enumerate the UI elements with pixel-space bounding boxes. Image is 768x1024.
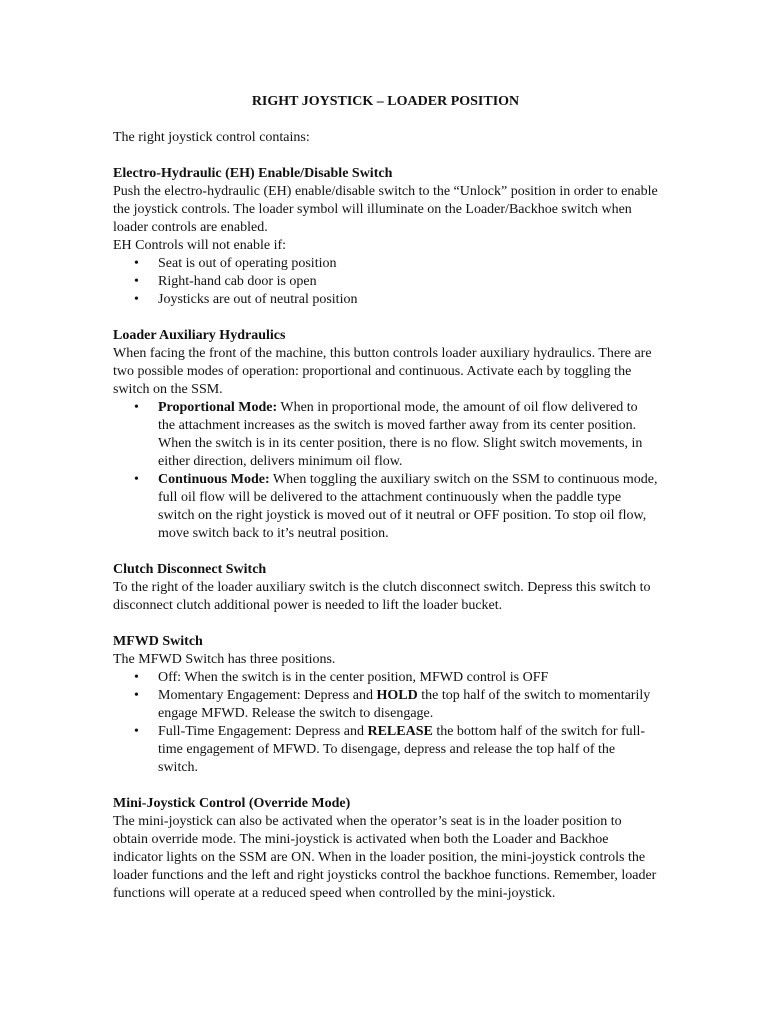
list-item-label: Proportional Mode: (158, 400, 278, 415)
bullet-icon: • (134, 292, 139, 307)
bullet-list (113, 399, 658, 543)
section-paragraph: The MFWD Switch has three positions. (113, 652, 336, 667)
list-item (113, 291, 658, 309)
bullet-icon: • (134, 400, 139, 415)
list-item-text: When in proportional mode, the amount of oil flow delivered to the attachment increases as the switch is moved farther away from its center position. When the switch is in its center position, there is no flow. Slight switch movements, in either direction, delivers minimum oil flow. (158, 400, 643, 469)
intro-text: The right joystick control contains: (113, 130, 310, 145)
list-item (113, 723, 658, 777)
bullet-icon: • (134, 472, 139, 487)
bullet-list (113, 255, 658, 309)
document-page (113, 93, 658, 921)
list-item (113, 471, 658, 543)
list-item-text: the top half of the switch to momentarily engage MFWD. Release the switch to disengage. (158, 688, 651, 721)
section-loader-aux (113, 327, 658, 543)
section-mini-joystick (113, 795, 658, 903)
section-mfwd (113, 633, 658, 777)
list-item-text: Joysticks are out of neutral position (158, 292, 358, 307)
bullet-icon: • (134, 724, 139, 739)
list-item-text: the bottom half of the switch for full-time engagement of MFWD. To disengage, depress and release the top half of the switch. (158, 724, 646, 775)
list-item (113, 687, 658, 723)
list-item-text: Seat is out of operating position (158, 256, 337, 271)
section-heading: MFWD Switch (113, 634, 203, 649)
page-title: RIGHT JOYSTICK – LOADER POSITION (251, 94, 520, 109)
section-heading: Mini-Joystick Control (Override Mode) (113, 796, 351, 811)
list-item-text: Right-hand cab door is open (158, 274, 317, 289)
list-item-text: Off: When the switch is in the center position, MFWD control is OFF (158, 670, 549, 685)
bullet-icon: • (134, 688, 139, 703)
list-item-emphasis: HOLD (376, 688, 418, 703)
list-item-text: Momentary Engagement: Depress and (158, 688, 377, 703)
section-heading: Loader Auxiliary Hydraulics (113, 328, 286, 343)
list-item-text: Full-Time Engagement: Depress and (158, 724, 368, 739)
section-paragraph: EH Controls will not enable if: (113, 238, 287, 253)
section-eh-switch (113, 165, 658, 309)
section-paragraph: Push the electro-hydraulic (EH) enable/disable switch to the “Unlock” position in order to enable the joystick controls. The loader symbol will illuminate on the Loader/Backhoe switch when loader controls are enabled. (113, 184, 658, 235)
list-item-emphasis: RELEASE (367, 724, 433, 739)
section-paragraph: When facing the front of the machine, this button controls loader auxiliary hydraulics. There are two possible modes of operation: proportional and continuous. Activate each by toggling the switch on the SSM. (113, 346, 652, 397)
section-heading: Electro-Hydraulic (EH) Enable/Disable Switch (113, 166, 393, 181)
section-heading: Clutch Disconnect Switch (113, 562, 267, 577)
bullet-icon: • (134, 274, 139, 289)
list-item (113, 255, 658, 273)
bullet-icon: • (134, 256, 139, 271)
bullet-icon: • (134, 670, 139, 685)
section-clutch-disconnect (113, 561, 658, 615)
list-item (113, 399, 658, 471)
bullet-list (113, 669, 658, 777)
section-paragraph: To the right of the loader auxiliary switch is the clutch disconnect switch. Depress this switch to disconnect clutch additional power is needed to lift the loader bucket. (113, 580, 651, 613)
list-item-label: Continuous Mode: (158, 472, 270, 487)
list-item (113, 273, 658, 291)
list-item-text: When toggling the auxiliary switch on the SSM to continuous mode, full oil flow will be delivered to the attachment continuously when the paddle type switch on the right joystick is moved out of it neutral or OFF position. To stop oil flow, move switch back to it’s neutral position. (158, 472, 658, 541)
section-paragraph: The mini-joystick can also be activated when the operator’s seat is in the loader position to obtain override mode. The mini-joystick is activated when both the Loader and Backhoe indicator lights on the SSM are ON. When in the loader position, the mini-joystick controls the loader functions and the left and right joysticks control the backhoe functions. Remember, loader functions will operate at a reduced speed when controlled by the mini-joystick. (113, 814, 657, 901)
list-item (113, 669, 658, 687)
